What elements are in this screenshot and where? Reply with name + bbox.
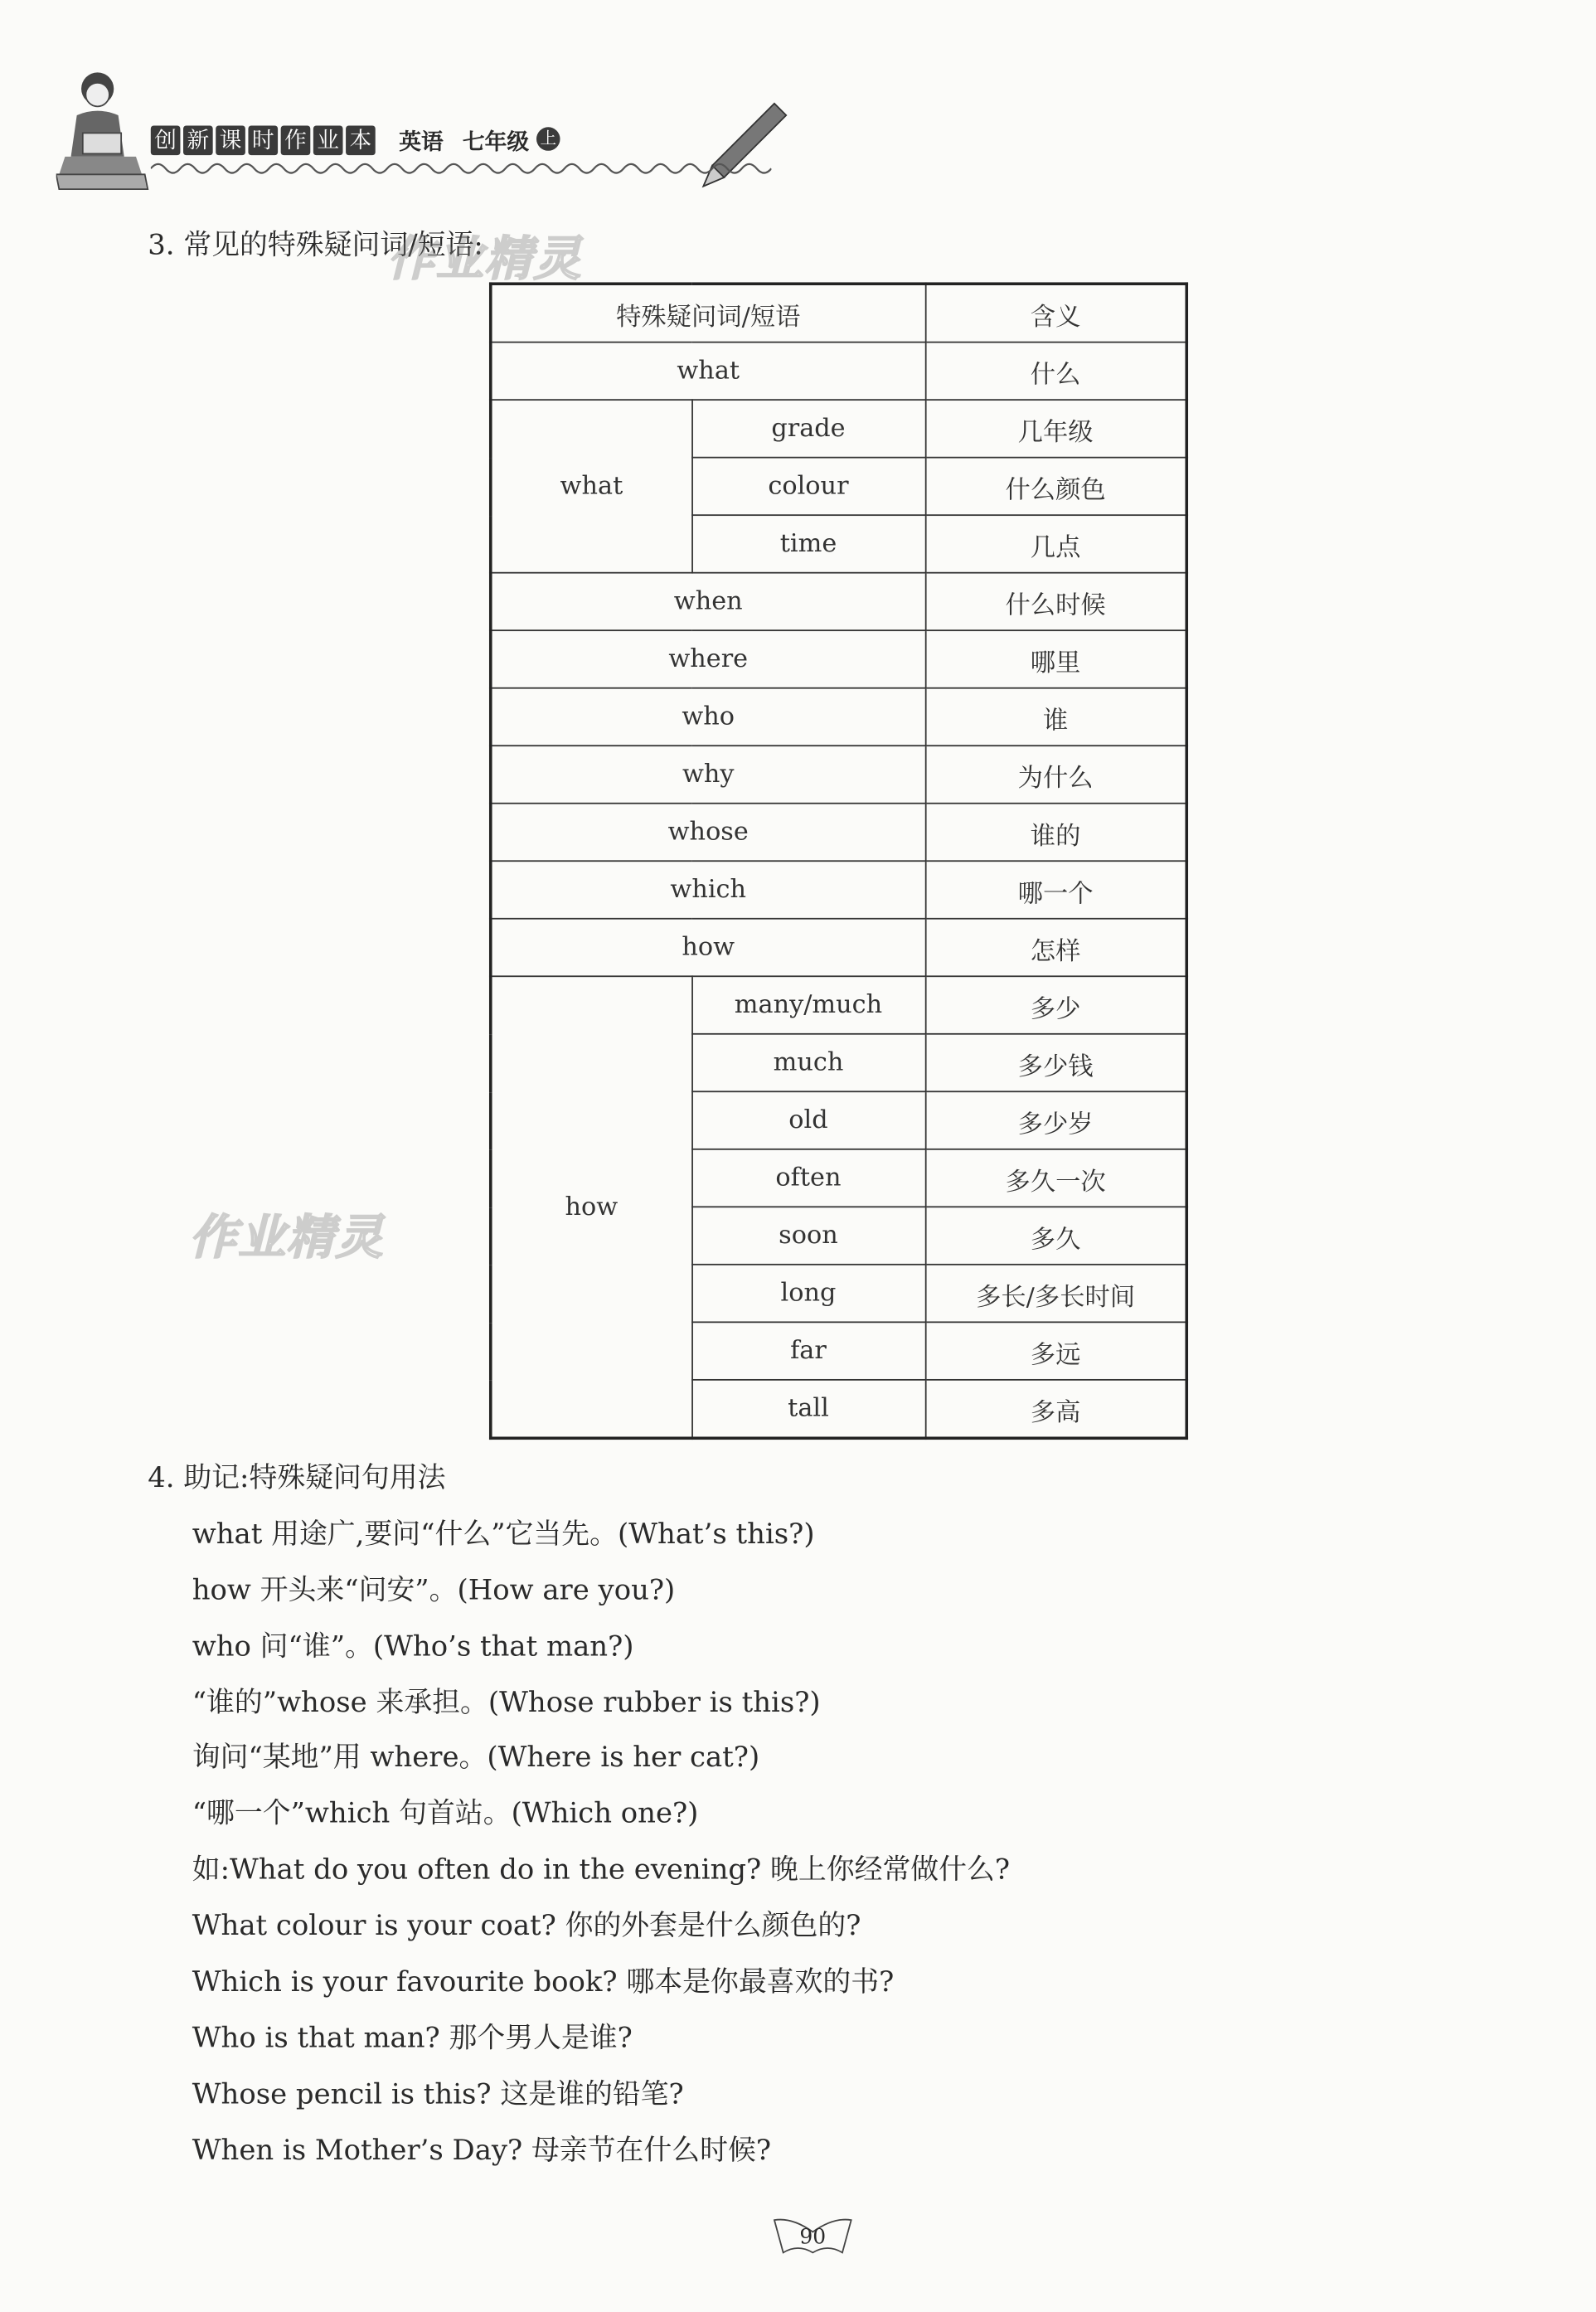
meaning-cell: 什么颜色 — [925, 458, 1186, 516]
brand-char: 课 — [216, 126, 245, 156]
sub-word-cell: many/much — [691, 976, 925, 1034]
table-row — [491, 861, 1187, 919]
header-subject: 英语 — [399, 129, 444, 156]
meaning-cell: 什么时候 — [925, 573, 1186, 631]
sub-word-cell: colour — [691, 458, 925, 516]
section-4-title: 4. 助记:特殊疑问句用法 — [148, 1461, 446, 1495]
word-cell: who — [491, 688, 925, 746]
header-volume: 上 — [536, 127, 560, 151]
example-line: Whose pencil is this? 这是谁的铅笔? — [192, 2078, 684, 2111]
example-line: Who is that man? 那个男人是谁? — [192, 2022, 633, 2055]
girl-reading-icon — [56, 65, 160, 197]
header-cell-meaning: 含义 — [925, 284, 1186, 342]
word-cell: what — [491, 342, 925, 401]
header-cell-word: 特殊疑问词/短语 — [491, 284, 925, 342]
page-number-text: 90 — [799, 2226, 827, 2250]
word-cell: when — [491, 573, 925, 631]
mnemonic-line: what 用途广,要问“什么”它当先。(What’s this?) — [192, 1518, 815, 1551]
sub-word-cell: often — [691, 1149, 925, 1207]
example-line: Which is your favourite book? 哪本是你最喜欢的书? — [192, 1965, 895, 1999]
mnemonic-line: “谁的”whose 来承担。(Whose rubber is this?) — [192, 1686, 821, 1719]
mnemonic-line: 询问“某地”用 where。(Where is her cat?) — [192, 1741, 760, 1774]
word-cell: where — [491, 630, 925, 688]
meaning-cell: 多少钱 — [925, 1034, 1186, 1092]
sub-word-cell: time — [691, 515, 925, 573]
table-row — [491, 400, 1187, 458]
word-cell: whose — [491, 804, 925, 862]
word-cell: how — [491, 919, 925, 977]
meaning-cell: 谁的 — [925, 804, 1186, 862]
table-row — [491, 688, 1187, 746]
meaning-cell: 多久 — [925, 1207, 1186, 1265]
sub-word-cell: much — [691, 1034, 925, 1092]
meaning-cell: 多远 — [925, 1322, 1186, 1380]
meaning-cell: 多久一次 — [925, 1149, 1186, 1207]
meaning-cell: 哪里 — [925, 630, 1186, 688]
pencil-icon — [691, 95, 795, 198]
mnemonic-line: how 开头来“问安”。(How are you?) — [192, 1574, 676, 1607]
mnemonic-line: who 问“谁”。(Who’s that man?) — [192, 1630, 634, 1664]
example-line: 如:What do you often do in the evening? 晚上你经常做什么? — [192, 1853, 1011, 1887]
watermark-text: 作业精灵 — [386, 231, 583, 287]
table-row — [491, 976, 1187, 1034]
table-row — [491, 746, 1187, 804]
meaning-cell: 多少岁 — [925, 1091, 1186, 1149]
sub-word-cell: long — [691, 1265, 925, 1323]
sub-word-cell: soon — [691, 1207, 925, 1265]
example-line: What colour is your coat? 你的外套是什么颜色的? — [192, 1909, 861, 1943]
meaning-cell: 多高 — [925, 1380, 1186, 1438]
mnemonic-line: “哪一个”which 句首站。(Which one?) — [192, 1797, 699, 1830]
meaning-cell: 怎样 — [925, 919, 1186, 977]
brand-char: 创 — [151, 126, 181, 156]
question-words-table — [489, 282, 1188, 1440]
word-cell: which — [491, 861, 925, 919]
meaning-cell: 几点 — [925, 515, 1186, 573]
example-line: When is Mother’s Day? 母亲节在什么时候? — [192, 2134, 772, 2167]
brand-char: 时 — [248, 126, 278, 156]
meaning-cell: 什么 — [925, 342, 1186, 401]
header-grade: 七年级 — [462, 129, 530, 156]
table-row — [491, 919, 1187, 977]
group-word-cell: how — [491, 976, 691, 1438]
page-number — [769, 2214, 857, 2258]
group-word-cell: what — [491, 400, 691, 573]
sub-word-cell: grade — [691, 400, 925, 458]
word-cell: why — [491, 746, 925, 804]
meaning-cell: 谁 — [925, 688, 1186, 746]
sub-word-cell: far — [691, 1322, 925, 1380]
watermark-text: 作业精灵 — [189, 1209, 385, 1265]
table-header-row — [491, 284, 1187, 342]
sub-word-cell: old — [691, 1091, 925, 1149]
section-3-title: 3. 常见的特殊疑问词/短语: — [148, 229, 483, 262]
meaning-cell: 为什么 — [925, 746, 1186, 804]
brand-title — [151, 126, 376, 156]
meaning-cell: 多长/多长时间 — [925, 1265, 1186, 1323]
brand-char: 新 — [183, 126, 213, 156]
sub-word-cell: tall — [691, 1380, 925, 1438]
brand-char: 作 — [281, 126, 311, 156]
table-row — [491, 804, 1187, 862]
brand-char: 业 — [313, 126, 343, 156]
brand-char: 本 — [346, 126, 376, 156]
meaning-cell: 多少 — [925, 976, 1186, 1034]
meaning-cell: 哪一个 — [925, 861, 1186, 919]
table-row — [491, 630, 1187, 688]
table-row — [491, 573, 1187, 631]
wavy-divider — [151, 159, 772, 177]
header — [56, 65, 795, 197]
meaning-cell: 几年级 — [925, 400, 1186, 458]
table-row — [491, 342, 1187, 401]
